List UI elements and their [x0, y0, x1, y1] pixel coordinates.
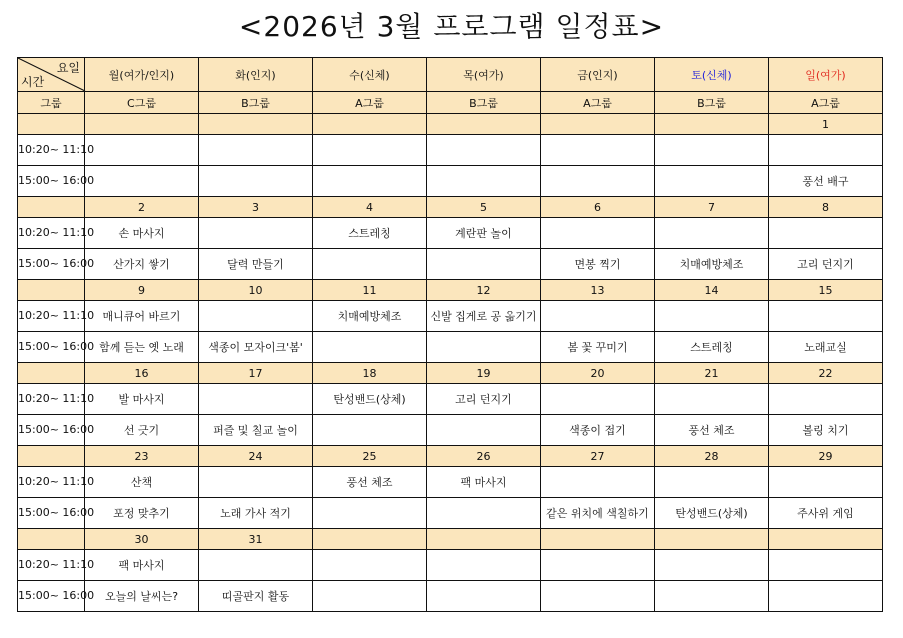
activity-cell: 치매예방체조 [313, 301, 427, 332]
afternoon-row [18, 249, 883, 280]
time-slot-label: 10:20~ 11:10 [18, 301, 85, 332]
date-cell: 1 [769, 114, 883, 135]
date-row-time-cell [18, 446, 85, 467]
date-row [18, 529, 883, 550]
date-cell: 31 [199, 529, 313, 550]
activity-cell [313, 498, 427, 529]
activity-cell: 매니큐어 바르기 [85, 301, 199, 332]
day-header-6: 일(여가) [769, 58, 883, 92]
date-cell: 15 [769, 280, 883, 301]
date-row [18, 197, 883, 218]
date-row [18, 446, 883, 467]
activity-cell: 함께 듣는 옛 노래 [85, 332, 199, 363]
activity-cell [769, 581, 883, 612]
date-cell: 30 [85, 529, 199, 550]
day-header-5: 토(신체) [655, 58, 769, 92]
date-cell: 16 [85, 363, 199, 384]
activity-cell [769, 384, 883, 415]
activity-cell: 산책 [85, 467, 199, 498]
morning-row [18, 384, 883, 415]
activity-cell [769, 467, 883, 498]
afternoon-row [18, 581, 883, 612]
activity-cell [199, 301, 313, 332]
activity-cell: 손 마사지 [85, 218, 199, 249]
group-cell: C그룹 [85, 92, 199, 114]
afternoon-row [18, 498, 883, 529]
activity-cell: 색종이 모자이크'봄' [199, 332, 313, 363]
date-cell: 23 [85, 446, 199, 467]
date-cell [655, 114, 769, 135]
activity-cell: 계란판 놀이 [427, 218, 541, 249]
day-header-4: 금(인지) [541, 58, 655, 92]
date-cell: 14 [655, 280, 769, 301]
activity-cell [541, 467, 655, 498]
activity-cell: 풍선 배구 [769, 166, 883, 197]
date-cell: 4 [313, 197, 427, 218]
activity-cell [655, 135, 769, 166]
activity-cell: 볼링 치기 [769, 415, 883, 446]
date-cell: 6 [541, 197, 655, 218]
day-header-0: 월(여가/인지) [85, 58, 199, 92]
activity-cell [313, 415, 427, 446]
activity-cell [541, 550, 655, 581]
date-cell: 10 [199, 280, 313, 301]
group-cell: B그룹 [199, 92, 313, 114]
group-label: 그룹 [18, 92, 85, 114]
date-cell: 7 [655, 197, 769, 218]
activity-cell: 고리 던지기 [769, 249, 883, 280]
activity-cell: 풍선 체조 [655, 415, 769, 446]
date-cell: 18 [313, 363, 427, 384]
date-row-time-cell [18, 197, 85, 218]
date-cell: 29 [769, 446, 883, 467]
date-cell: 13 [541, 280, 655, 301]
date-cell [427, 529, 541, 550]
date-cell: 19 [427, 363, 541, 384]
time-slot-label: 10:20~ 11:10 [18, 550, 85, 581]
group-cell: A그룹 [541, 92, 655, 114]
activity-cell [427, 550, 541, 581]
day-header-3: 목(여가) [427, 58, 541, 92]
activity-cell: 선 긋기 [85, 415, 199, 446]
activity-cell [313, 550, 427, 581]
morning-row [18, 550, 883, 581]
date-row [18, 114, 883, 135]
activity-cell: 달력 만들기 [199, 249, 313, 280]
date-cell: 27 [541, 446, 655, 467]
time-slot-label: 10:20~ 11:10 [18, 384, 85, 415]
activity-cell [313, 581, 427, 612]
day-header-2: 수(신체) [313, 58, 427, 92]
activity-cell [85, 166, 199, 197]
group-cell: B그룹 [655, 92, 769, 114]
date-cell [655, 529, 769, 550]
activity-cell [769, 550, 883, 581]
activity-cell [541, 301, 655, 332]
date-cell: 26 [427, 446, 541, 467]
day-header-row [18, 58, 883, 92]
corner-time-label: 시간 [21, 75, 45, 89]
activity-cell [655, 218, 769, 249]
date-cell: 3 [199, 197, 313, 218]
activity-cell: 신발 집게로 공 옮기기 [427, 301, 541, 332]
date-cell: 9 [85, 280, 199, 301]
date-cell [427, 114, 541, 135]
activity-cell: 발 마사지 [85, 384, 199, 415]
activity-cell: 치매예방체조 [655, 249, 769, 280]
date-row-time-cell [18, 280, 85, 301]
activity-cell: 띠골판지 활동 [199, 581, 313, 612]
activity-cell [427, 135, 541, 166]
date-cell [313, 529, 427, 550]
activity-cell [427, 581, 541, 612]
activity-cell [313, 332, 427, 363]
morning-row [18, 301, 883, 332]
activity-cell: 고리 던지기 [427, 384, 541, 415]
date-cell: 5 [427, 197, 541, 218]
activity-cell [541, 384, 655, 415]
corner-day-label: 요일 [56, 61, 80, 75]
date-cell: 22 [769, 363, 883, 384]
time-slot-label: 10:20~ 11:10 [18, 218, 85, 249]
activity-cell [655, 301, 769, 332]
activity-cell: 산가지 쌓기 [85, 249, 199, 280]
activity-cell [427, 415, 541, 446]
time-slot-label: 15:00~ 16:00 [18, 166, 85, 197]
activity-cell [199, 467, 313, 498]
activity-cell [541, 581, 655, 612]
activity-cell [427, 332, 541, 363]
time-slot-label: 15:00~ 16:00 [18, 415, 85, 446]
activity-cell: 퍼즐 및 칠교 놀이 [199, 415, 313, 446]
group-header-row [18, 92, 883, 114]
date-cell [541, 529, 655, 550]
date-row-time-cell [18, 363, 85, 384]
activity-cell [199, 218, 313, 249]
morning-row [18, 218, 883, 249]
activity-cell: 주사위 게임 [769, 498, 883, 529]
activity-cell [199, 384, 313, 415]
date-cell: 20 [541, 363, 655, 384]
date-cell [769, 529, 883, 550]
time-slot-label: 15:00~ 16:00 [18, 581, 85, 612]
activity-cell: 같은 위치에 색칠하기 [541, 498, 655, 529]
date-cell: 17 [199, 363, 313, 384]
activity-cell [541, 218, 655, 249]
activity-cell [85, 135, 199, 166]
page-title: <2026년 3월 프로그램 일정표> [238, 10, 665, 43]
activity-cell: 탄성밴드(상체) [655, 498, 769, 529]
activity-cell: 색종이 접기 [541, 415, 655, 446]
date-cell [85, 114, 199, 135]
activity-cell: 탄성밴드(상체) [313, 384, 427, 415]
date-row [18, 363, 883, 384]
activity-cell [769, 135, 883, 166]
activity-cell [313, 249, 427, 280]
corner-cell [18, 58, 85, 92]
activity-cell: 오늘의 날씨는? [85, 581, 199, 612]
date-cell: 11 [313, 280, 427, 301]
morning-row [18, 467, 883, 498]
date-cell [541, 114, 655, 135]
activity-cell [427, 498, 541, 529]
afternoon-row [18, 166, 883, 197]
activity-cell: 봄 꽃 꾸미기 [541, 332, 655, 363]
activity-cell [541, 135, 655, 166]
group-cell: A그룹 [769, 92, 883, 114]
activity-cell [655, 166, 769, 197]
date-row-time-cell [18, 529, 85, 550]
activity-cell: 노래교실 [769, 332, 883, 363]
time-slot-label: 10:20~ 11:10 [18, 467, 85, 498]
date-cell: 28 [655, 446, 769, 467]
activity-cell: 팩 마사지 [85, 550, 199, 581]
activity-cell: 풍선 체조 [313, 467, 427, 498]
activity-cell [199, 550, 313, 581]
activity-cell [427, 166, 541, 197]
day-header-1: 화(인지) [199, 58, 313, 92]
afternoon-row [18, 332, 883, 363]
activity-cell: 면봉 찍기 [541, 249, 655, 280]
time-slot-label: 15:00~ 16:00 [18, 498, 85, 529]
date-cell: 21 [655, 363, 769, 384]
activity-cell [199, 135, 313, 166]
date-cell: 12 [427, 280, 541, 301]
activity-cell [769, 301, 883, 332]
activity-cell: 스트레칭 [655, 332, 769, 363]
time-slot-label: 10:20~ 11:10 [18, 135, 85, 166]
date-row-time-cell [18, 114, 85, 135]
activity-cell [541, 166, 655, 197]
group-cell: A그룹 [313, 92, 427, 114]
date-row [18, 280, 883, 301]
activity-cell [313, 166, 427, 197]
group-cell: B그룹 [427, 92, 541, 114]
date-cell [199, 114, 313, 135]
activity-cell [655, 467, 769, 498]
activity-cell: 노래 가사 적기 [199, 498, 313, 529]
activity-cell: 스트레칭 [313, 218, 427, 249]
date-cell: 24 [199, 446, 313, 467]
activity-cell [427, 249, 541, 280]
time-slot-label: 15:00~ 16:00 [18, 332, 85, 363]
activity-cell [769, 218, 883, 249]
activity-cell: 포정 맞추기 [85, 498, 199, 529]
date-cell: 2 [85, 197, 199, 218]
activity-cell [313, 135, 427, 166]
date-cell [313, 114, 427, 135]
activity-cell [655, 550, 769, 581]
date-cell: 25 [313, 446, 427, 467]
activity-cell [655, 384, 769, 415]
activity-cell [199, 166, 313, 197]
time-slot-label: 15:00~ 16:00 [18, 249, 85, 280]
activity-cell: 팩 마사지 [427, 467, 541, 498]
activity-cell [655, 581, 769, 612]
schedule-table [17, 57, 883, 612]
afternoon-row [18, 415, 883, 446]
date-cell: 8 [769, 197, 883, 218]
morning-row [18, 135, 883, 166]
